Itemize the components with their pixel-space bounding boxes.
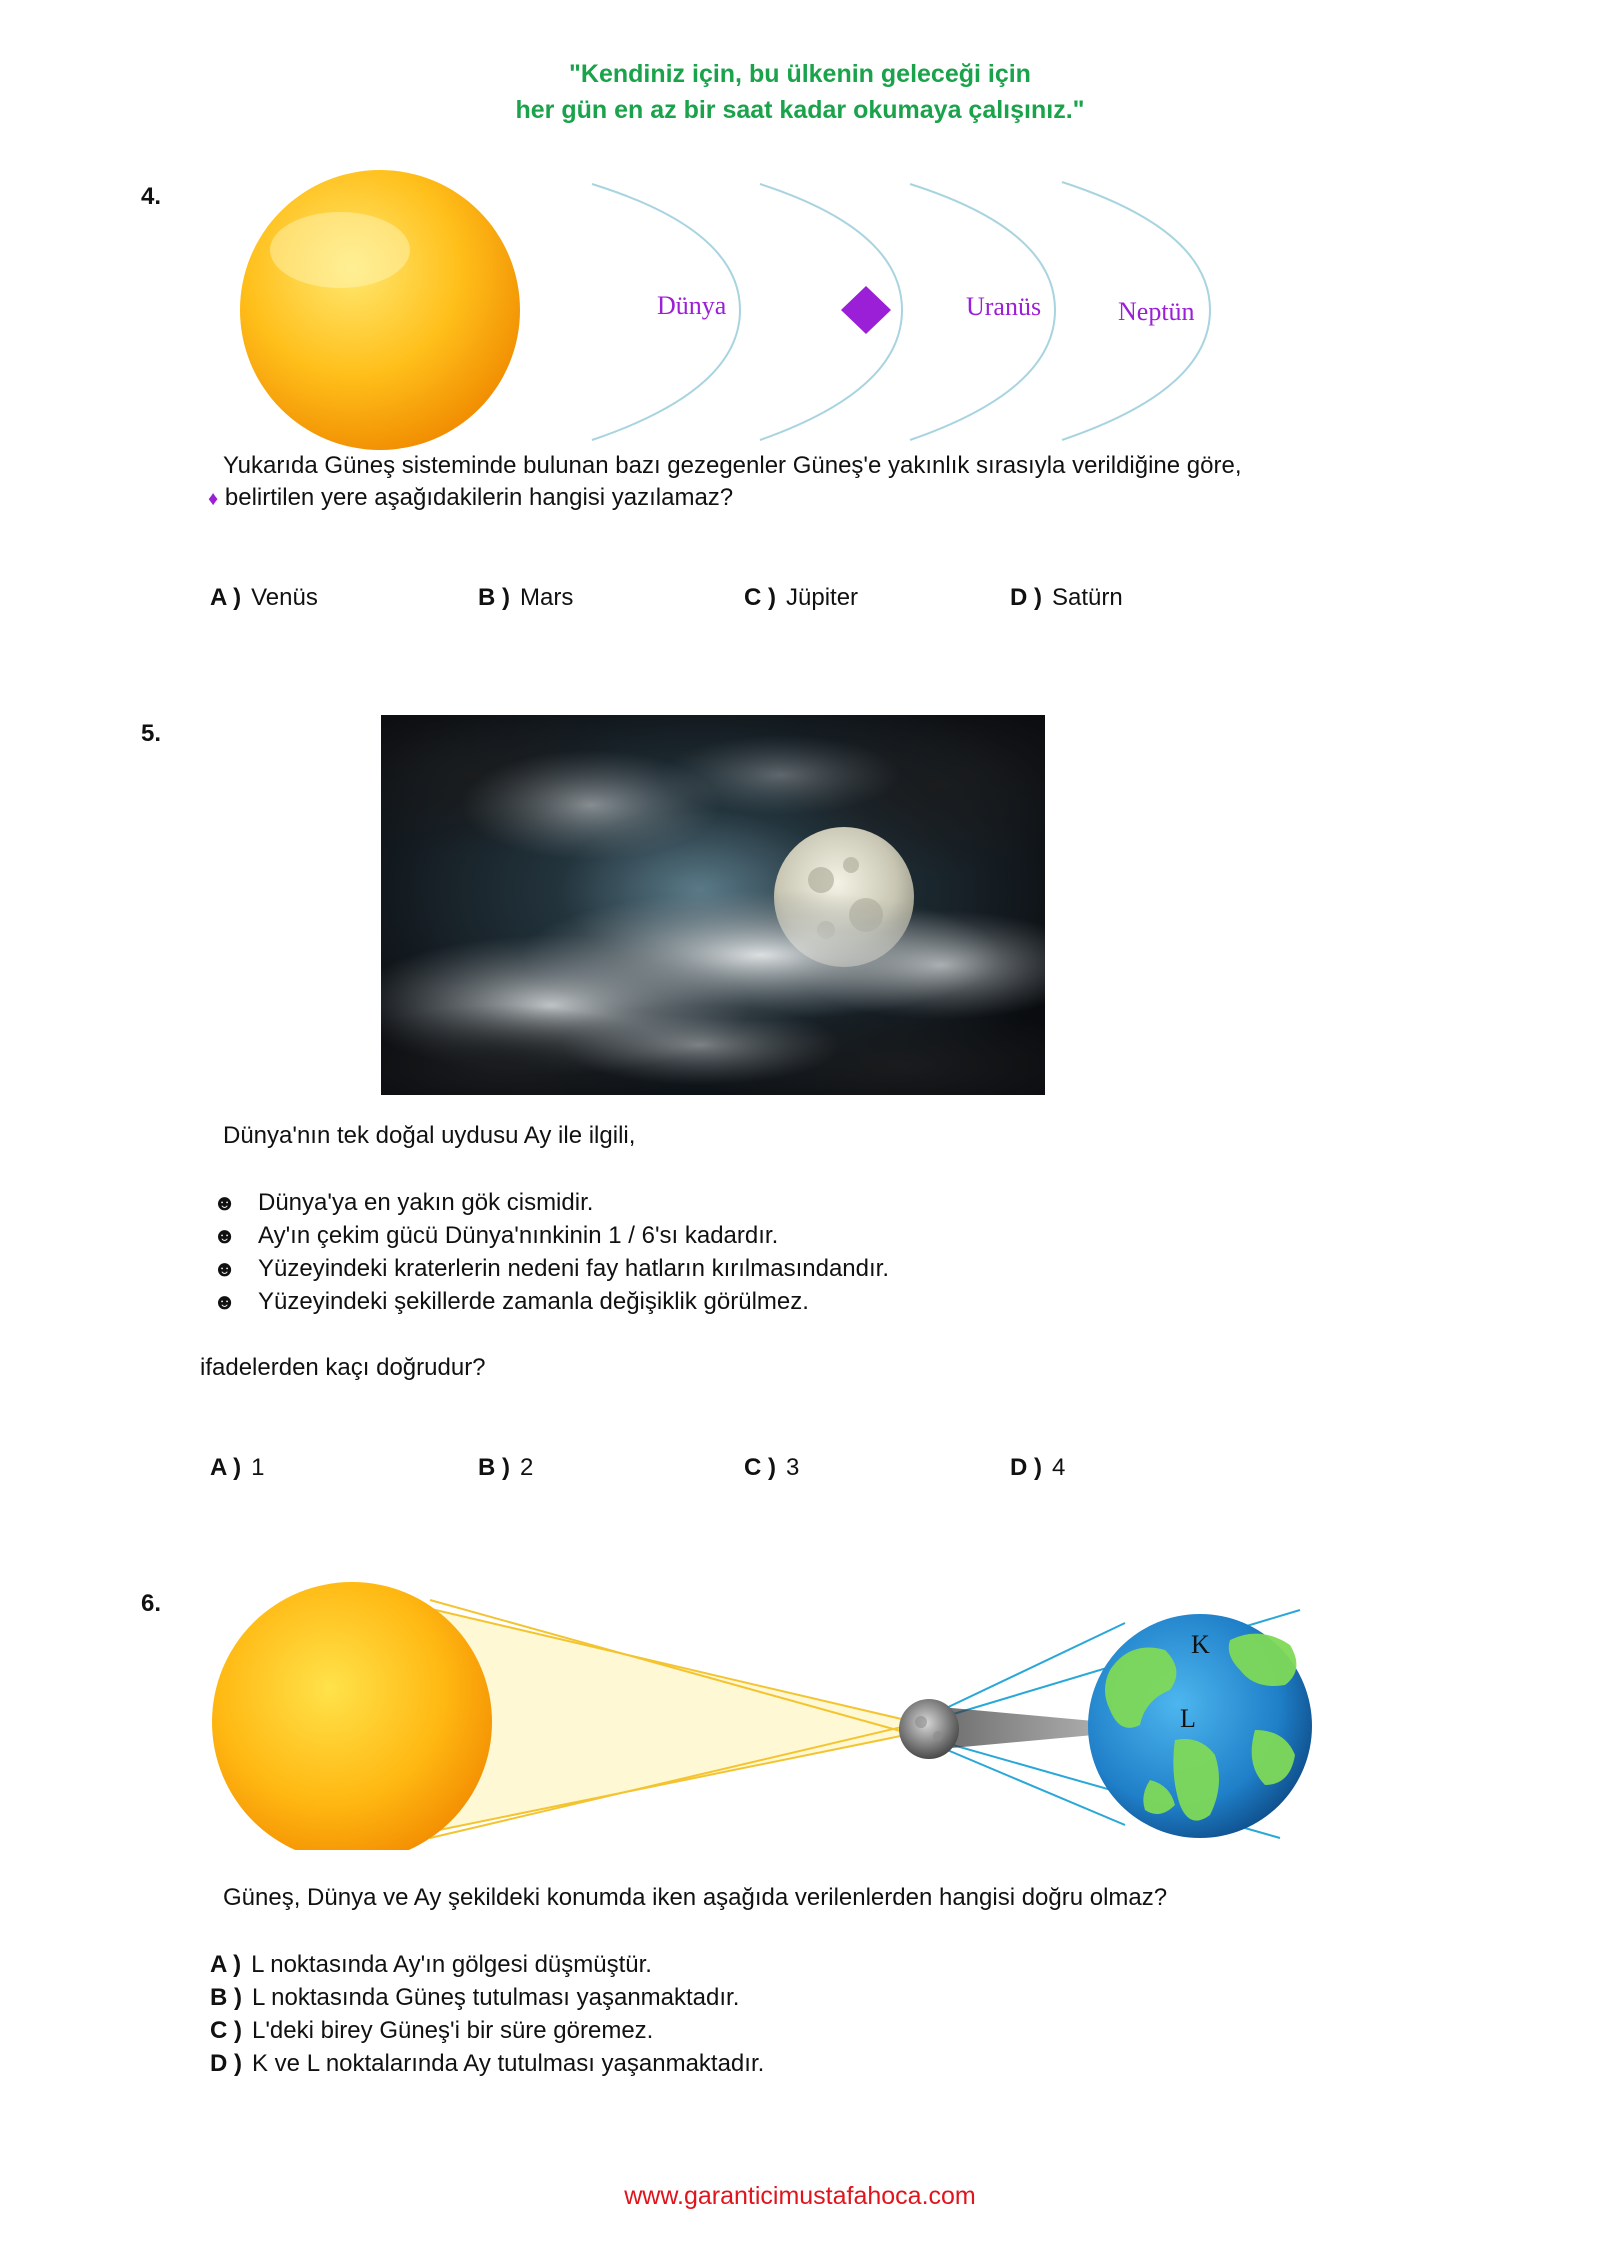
question-4-text-line-2: ♦ belirtilen yere aşağıdakilerin hangisi yazılamaz? — [208, 484, 734, 511]
q4-option-d[interactable]: D ) Satürn — [1010, 584, 1123, 611]
question-5-text: ifadelerden kaçı doğrudur? — [200, 1354, 486, 1381]
moon-clouds-photo — [381, 715, 1045, 1095]
eclipse-diagram — [0, 1580, 1600, 1850]
q6-option-c[interactable]: C ) L'deki birey Güneş'i bir süre göremez. — [210, 2017, 654, 2044]
question-4-text-line-1: Yukarıda Güneş sisteminde bulunan bazı gezegenler Güneş'e yakınlık sırasıyla verildiğine göre, — [223, 452, 1242, 479]
motto-line-2: her gün en az bir saat kadar okumaya çalışınız." — [515, 96, 1085, 124]
motto-line-1: "Kendiniz için, bu ülkenin geleceği için — [569, 60, 1031, 88]
point-k-label: K — [1191, 1630, 1210, 1659]
statement-2: ☻ Ay'ın çekim gücü Dünya'nınkinin 1 / 6'sı kadardır. — [213, 1220, 778, 1252]
q6-option-a[interactable]: A ) L noktasında Ay'ın gölgesi düşmüştür. — [210, 1951, 652, 1978]
sun-graphic-2 — [212, 1582, 492, 1850]
diamond-marker-icon — [841, 286, 891, 334]
solar-system-diagram — [0, 160, 1600, 460]
moon-graphic-small — [899, 1699, 959, 1759]
label-neptun: Neptün — [1118, 297, 1195, 326]
sun-graphic — [240, 170, 520, 450]
question-6-text: Güneş, Dünya ve Ay şekildeki konumda iken aşağıda verilenlerden hangisi doğru olmaz? — [223, 1884, 1168, 1911]
footer-url[interactable]: www.garanticimustafahoca.com — [624, 2182, 976, 2210]
q5-option-d[interactable]: D ) 4 — [1010, 1454, 1066, 1481]
bullet-icon: ☻ — [213, 1256, 237, 1281]
diamond-icon: ♦ — [208, 488, 219, 510]
statement-4: ☻ Yüzeyindeki şekillerde zamanla değişiklik görülmez. — [213, 1286, 809, 1318]
label-uranus: Uranüs — [966, 292, 1042, 321]
q4-option-c[interactable]: C ) Jüpiter — [744, 584, 859, 611]
statement-1: ☻ Dünya'ya en yakın gök cismidir. — [213, 1187, 593, 1219]
q4-option-a[interactable]: A ) Venüs — [210, 584, 318, 611]
q6-option-b[interactable]: B ) L noktasında Güneş tutulması yaşanmaktadır. — [210, 1984, 740, 2011]
statement-3: ☻ Yüzeyindeki kraterlerin nedeni fay hatların kırılmasındandır. — [213, 1253, 889, 1285]
question-5-intro: Dünya'nın tek doğal uydusu Ay ile ilgili, — [223, 1122, 636, 1149]
q5-option-c[interactable]: C ) 3 — [744, 1454, 800, 1481]
bullet-icon: ☻ — [213, 1190, 237, 1215]
question-5-number: 5. — [141, 720, 162, 747]
q6-option-d[interactable]: D ) K ve L noktalarında Ay tutulması yaşanmaktadır. — [210, 2050, 765, 2077]
bullet-icon: ☻ — [213, 1223, 237, 1248]
q5-option-a[interactable]: A ) 1 — [210, 1454, 265, 1481]
label-dunya: Dünya — [657, 291, 727, 320]
question-4-number: 4. — [141, 183, 162, 210]
q5-option-b[interactable]: B ) 2 — [478, 1454, 534, 1481]
q4-option-b[interactable]: B ) Mars — [478, 584, 574, 611]
bullet-icon: ☻ — [213, 1289, 237, 1314]
question-6-number: 6. — [141, 1590, 162, 1617]
point-l-label: L — [1180, 1704, 1196, 1733]
